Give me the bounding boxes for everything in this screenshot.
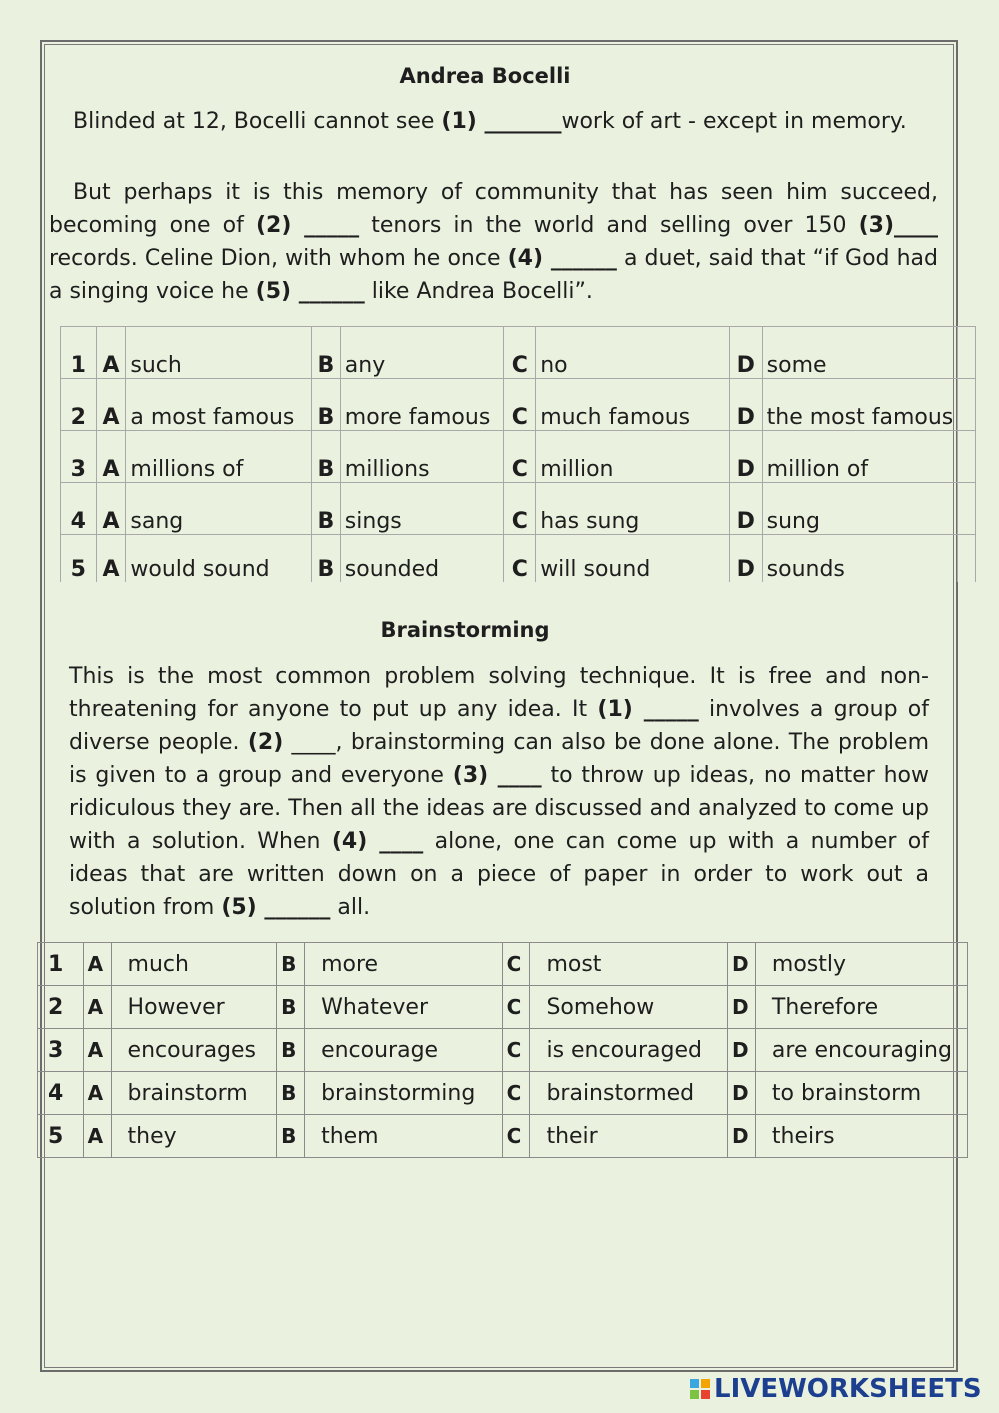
option-letter-b: B bbox=[277, 986, 305, 1029]
blank-4[interactable]: (4) ______ bbox=[507, 246, 617, 271]
blank-2[interactable]: (2) _____ bbox=[255, 213, 360, 238]
option-b[interactable]: encourage bbox=[305, 1029, 502, 1072]
table-filler-cell bbox=[958, 327, 976, 379]
t2-row-4 bbox=[38, 1072, 968, 1115]
option-c[interactable]: Somehow bbox=[530, 986, 728, 1029]
option-c[interactable]: no bbox=[536, 327, 730, 379]
blank-3[interactable]: (3)____ bbox=[858, 213, 938, 238]
option-c[interactable]: their bbox=[530, 1115, 728, 1158]
question-number: 4 bbox=[61, 483, 97, 535]
option-b[interactable]: any bbox=[340, 327, 504, 379]
option-a[interactable]: brainstorm bbox=[111, 1072, 277, 1115]
option-letter-b: B bbox=[311, 535, 340, 583]
option-letter-a: A bbox=[83, 1072, 111, 1115]
option-c[interactable]: will sound bbox=[536, 535, 730, 583]
blank-b2-number: (2) bbox=[247, 730, 284, 755]
question-number: 1 bbox=[38, 943, 84, 986]
t2-row-1 bbox=[38, 943, 968, 986]
option-b[interactable]: millions bbox=[340, 431, 504, 483]
option-c[interactable]: is encouraged bbox=[530, 1029, 728, 1072]
option-letter-b: B bbox=[311, 379, 340, 431]
option-a[interactable]: encourages bbox=[111, 1029, 277, 1072]
option-letter-d: D bbox=[729, 431, 762, 483]
option-c[interactable]: million bbox=[536, 431, 730, 483]
option-letter-b: B bbox=[311, 483, 340, 535]
option-letter-d: D bbox=[729, 535, 762, 583]
option-b[interactable]: Whatever bbox=[305, 986, 502, 1029]
option-letter-c: C bbox=[504, 535, 536, 583]
option-d[interactable]: theirs bbox=[755, 1115, 956, 1158]
option-letter-d: D bbox=[727, 1072, 755, 1115]
table-filler-cell bbox=[956, 986, 967, 1029]
option-letter-b: B bbox=[277, 943, 305, 986]
option-letter-c: C bbox=[502, 943, 530, 986]
option-letter-a: A bbox=[96, 327, 126, 379]
option-c[interactable]: most bbox=[530, 943, 728, 986]
option-letter-b: B bbox=[277, 1029, 305, 1072]
option-d[interactable]: are encouraging bbox=[755, 1029, 956, 1072]
options-table-2 bbox=[37, 942, 968, 1158]
blank-5[interactable]: (5) ______ bbox=[255, 279, 365, 304]
option-d[interactable]: sung bbox=[762, 483, 958, 535]
passage2-paragraph: This is the most common problem solving technique. It is free and non-threatening for anyone to put up any idea. It (1) _____ involves a group of diverse people. (2) ____, brainstorming can also be done alone. The problem is given to a group and everyone (3) ____ to throw up ideas, no matter how ridiculous they are. Then all the ideas are discussed and analyzed to come up with a solution. When (4) ____ alone, one can come up with a number of ideas that are written down on a piece of paper in order to work out a solution from (5) ______ all. bbox=[69, 664, 930, 920]
table-filler-cell bbox=[958, 535, 976, 583]
table-filler-cell bbox=[956, 1115, 967, 1158]
t2-row-3 bbox=[38, 1029, 968, 1072]
option-b[interactable]: more bbox=[305, 943, 502, 986]
option-a[interactable]: However bbox=[111, 986, 277, 1029]
option-d[interactable]: the most famous bbox=[762, 379, 958, 431]
t1-row-5 bbox=[61, 535, 976, 583]
option-letter-c: C bbox=[502, 1115, 530, 1158]
option-a[interactable]: they bbox=[111, 1115, 277, 1158]
liveworksheets-logo-icon bbox=[690, 1379, 710, 1399]
blank-b4[interactable]: (4) ____ bbox=[331, 829, 424, 854]
t1-row-3 bbox=[61, 431, 976, 483]
option-letter-b: B bbox=[277, 1115, 305, 1158]
option-letter-c: C bbox=[504, 327, 536, 379]
passage1-paragraph-2: But perhaps it is this memory of community that has seen him succeed, becoming one of (2) _____ tenors in the world and selling over 150 (3)____ records. Celine Dion, with whom he once (4) ______ a duet, said that “if God had a singing voice he (5) ______ like Andrea Bocelli”. bbox=[49, 180, 939, 304]
option-a[interactable]: would sound bbox=[126, 535, 312, 583]
question-number: 1 bbox=[61, 327, 97, 379]
option-letter-b: B bbox=[311, 327, 340, 379]
t1-row-1 bbox=[61, 327, 976, 379]
option-letter-d: D bbox=[727, 943, 755, 986]
option-d[interactable]: million of bbox=[762, 431, 958, 483]
option-letter-d: D bbox=[727, 1115, 755, 1158]
option-letter-a: A bbox=[83, 1029, 111, 1072]
option-letter-d: D bbox=[729, 379, 762, 431]
option-letter-c: C bbox=[504, 483, 536, 535]
blank-b2[interactable]: ____, brainstorming can also be done alone. The problem is given to a group and everyone bbox=[69, 730, 929, 788]
option-c[interactable]: much famous bbox=[536, 379, 730, 431]
question-number: 4 bbox=[38, 1072, 84, 1115]
option-letter-a: A bbox=[96, 431, 126, 483]
option-b[interactable]: more famous bbox=[340, 379, 504, 431]
option-letter-a: A bbox=[96, 535, 126, 583]
table-filler-cell bbox=[958, 431, 976, 483]
t1-row-2 bbox=[61, 379, 976, 431]
question-number: 2 bbox=[61, 379, 97, 431]
option-d[interactable]: Therefore bbox=[755, 986, 956, 1029]
option-d[interactable]: sounds bbox=[762, 535, 958, 583]
option-letter-d: D bbox=[729, 483, 762, 535]
option-a[interactable]: such bbox=[126, 327, 312, 379]
option-letter-c: C bbox=[502, 1029, 530, 1072]
passage1-paragraph-1: Blinded at 12, Bocelli cannot see (1) _______work of art - except in memory. bbox=[73, 109, 907, 134]
question-number: 3 bbox=[61, 431, 97, 483]
option-letter-b: B bbox=[277, 1072, 305, 1115]
option-a[interactable]: much bbox=[111, 943, 277, 986]
option-letter-c: C bbox=[504, 379, 536, 431]
table-filler-cell bbox=[958, 483, 976, 535]
option-letter-a: A bbox=[96, 379, 126, 431]
table-filler-cell bbox=[958, 379, 976, 431]
option-letter-d: D bbox=[727, 1029, 755, 1072]
option-b[interactable]: them bbox=[305, 1115, 502, 1158]
blank-b1[interactable]: (1) _____ bbox=[597, 697, 699, 722]
blank-b3[interactable]: (3) ____ bbox=[452, 763, 542, 788]
liveworksheets-logo bbox=[690, 1372, 982, 1406]
option-b[interactable]: sounded bbox=[340, 535, 504, 583]
passage2-title: Brainstorming bbox=[380, 618, 550, 642]
blank-b5[interactable]: (5) ______ bbox=[221, 895, 331, 920]
option-letter-a: A bbox=[83, 943, 111, 986]
logo-text: LIVEWORKSHEETS bbox=[714, 1374, 982, 1404]
option-d[interactable]: mostly bbox=[755, 943, 956, 986]
option-b[interactable]: sings bbox=[340, 483, 504, 535]
t2-row-5 bbox=[38, 1115, 968, 1158]
t2-row-2 bbox=[38, 986, 968, 1029]
option-letter-a: A bbox=[96, 483, 126, 535]
option-a[interactable]: a most famous bbox=[126, 379, 312, 431]
options-table-1 bbox=[60, 326, 976, 582]
option-letter-d: D bbox=[729, 327, 762, 379]
option-c[interactable]: brainstormed bbox=[530, 1072, 728, 1115]
option-letter-c: C bbox=[502, 986, 530, 1029]
passage1-title: Andrea Bocelli bbox=[399, 64, 571, 88]
option-letter-c: C bbox=[504, 431, 536, 483]
option-d[interactable]: to brainstorm bbox=[755, 1072, 956, 1115]
question-number: 3 bbox=[38, 1029, 84, 1072]
t1-row-4 bbox=[61, 483, 976, 535]
option-letter-a: A bbox=[83, 1115, 111, 1158]
table-filler-cell bbox=[956, 943, 967, 986]
option-letter-a: A bbox=[83, 986, 111, 1029]
question-number: 2 bbox=[38, 986, 84, 1029]
option-a[interactable]: millions of bbox=[126, 431, 312, 483]
table-filler-cell bbox=[956, 1029, 967, 1072]
option-b[interactable]: brainstorming bbox=[305, 1072, 502, 1115]
option-c[interactable]: has sung bbox=[536, 483, 730, 535]
option-letter-b: B bbox=[311, 431, 340, 483]
table-filler-cell bbox=[956, 1072, 967, 1115]
option-d[interactable]: some bbox=[762, 327, 958, 379]
option-letter-d: D bbox=[727, 986, 755, 1029]
question-number: 5 bbox=[38, 1115, 84, 1158]
question-number: 5 bbox=[61, 535, 97, 583]
option-a[interactable]: sang bbox=[126, 483, 312, 535]
option-letter-c: C bbox=[502, 1072, 530, 1115]
blank-1[interactable]: (1) _______ bbox=[441, 109, 562, 134]
